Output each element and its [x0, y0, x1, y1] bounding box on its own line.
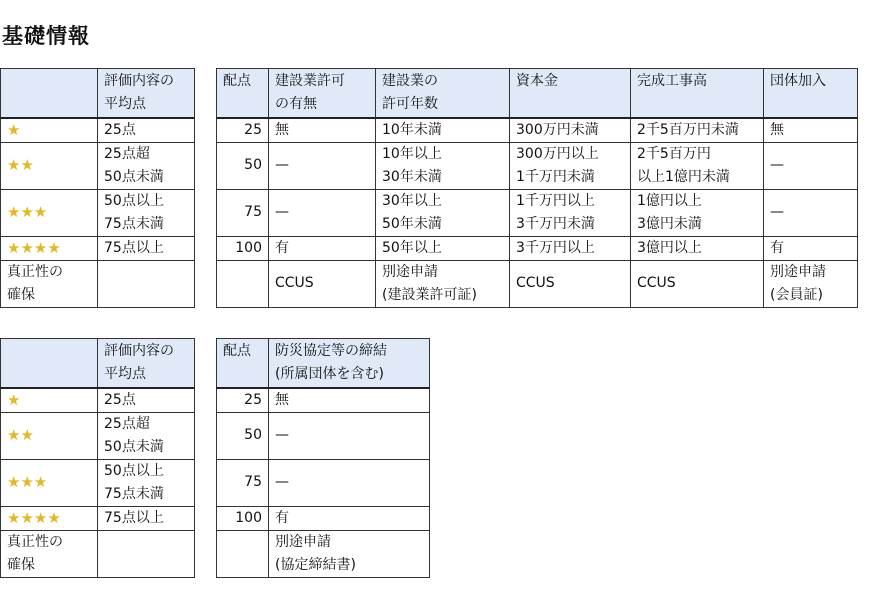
agreement-cell: 有 [269, 506, 430, 530]
bottom-criteria-table [216, 338, 430, 578]
table-row [217, 459, 430, 506]
completed-work-cell: 2千5百万円未満 [631, 118, 764, 143]
avg-score-cell: 25点 [98, 118, 195, 143]
header-license: 建設業許可 の有無 [269, 69, 376, 118]
capital-cell: 300万円未満 [510, 118, 631, 143]
header-avg-score: 評価内容の 平均点 [98, 339, 195, 388]
avg-score-cell: 25点 [98, 388, 195, 413]
header-association: 団体加入 [764, 69, 858, 118]
avg-score-cell: 25点超 50点未満 [98, 142, 195, 189]
capital-cell: 300万円以上 1千万円未満 [510, 142, 631, 189]
completed-work-cell: 1億円以上 3億円未満 [631, 189, 764, 236]
avg-score-cell: 50点以上 75点未満 [98, 189, 195, 236]
header-points: 配点 [217, 69, 269, 118]
license-proof-cell: CCUS [269, 260, 376, 307]
points-cell: 25 [217, 118, 269, 143]
star-rating-icon: ★★★★ [1, 236, 98, 260]
table-row [217, 388, 430, 413]
star-rating-icon: ★★★ [1, 459, 98, 506]
points-cell: 100 [217, 506, 269, 530]
agreement-proof-cell: 別途申請 (協定締結書) [269, 530, 430, 577]
license-years-proof-cell: 別途申請 (建設業許可証) [376, 260, 510, 307]
star-rating-icon: ★ [1, 118, 98, 143]
authenticity-value [98, 260, 195, 307]
license-years-cell: 30年以上 50年未満 [376, 189, 510, 236]
header-disaster-agreement: 防災協定等の締結 (所属団体を含む) [269, 339, 430, 388]
association-proof-cell: 別途申請 (会員証) [764, 260, 858, 307]
authenticity-label: 真正性の 確保 [1, 260, 98, 307]
points-cell: 50 [217, 142, 269, 189]
star-rating-icon: ★★★ [1, 189, 98, 236]
avg-score-cell: 25点超 50点未満 [98, 412, 195, 459]
points-cell: 50 [217, 412, 269, 459]
license-cell: 有 [269, 236, 376, 260]
agreement-cell: 無 [269, 388, 430, 413]
points-cell [217, 530, 269, 577]
table-row [217, 412, 430, 459]
avg-score-cell: 50点以上 75点未満 [98, 459, 195, 506]
association-cell: 無 [764, 118, 858, 143]
agreement-cell: — [269, 459, 430, 506]
star-rating-icon: ★★ [1, 142, 98, 189]
authenticity-label: 真正性の 確保 [1, 530, 98, 577]
authenticity-value [98, 530, 195, 577]
license-years-cell: 10年以上 30年未満 [376, 142, 510, 189]
license-years-cell: 50年以上 [376, 236, 510, 260]
points-cell: 75 [217, 459, 269, 506]
table-row [217, 142, 858, 189]
points-cell: 25 [217, 388, 269, 413]
points-cell: 75 [217, 189, 269, 236]
table-row [217, 506, 430, 530]
header-avg-score: 評価内容の 平均点 [98, 69, 195, 118]
capital-cell: 1千万円以上 3千万円未満 [510, 189, 631, 236]
completed-work-cell: 3億円以上 [631, 236, 764, 260]
page-title: 基礎情報 [2, 24, 90, 48]
table-row [217, 530, 430, 577]
avg-score-cell: 75点以上 [98, 506, 195, 530]
completed-work-proof-cell: CCUS [631, 260, 764, 307]
agreement-cell: — [269, 412, 430, 459]
top-criteria-table [216, 68, 858, 308]
association-cell: — [764, 189, 858, 236]
header-empty [1, 69, 98, 118]
association-cell: 有 [764, 236, 858, 260]
capital-cell: 3千万円以上 [510, 236, 631, 260]
table-row [217, 189, 858, 236]
capital-proof-cell: CCUS [510, 260, 631, 307]
points-cell: 100 [217, 236, 269, 260]
bottom-rating-table [0, 338, 195, 578]
points-cell [217, 260, 269, 307]
header-empty [1, 339, 98, 388]
association-cell: — [764, 142, 858, 189]
header-completed-work: 完成工事高 [631, 69, 764, 118]
top-rating-table [0, 68, 195, 308]
license-years-cell: 10年未満 [376, 118, 510, 143]
star-rating-icon: ★ [1, 388, 98, 413]
table-row [217, 118, 858, 143]
header-license-years: 建設業の 許可年数 [376, 69, 510, 118]
license-cell: 無 [269, 118, 376, 143]
license-cell: — [269, 142, 376, 189]
completed-work-cell: 2千5百万円 以上1億円未満 [631, 142, 764, 189]
star-rating-icon: ★★ [1, 412, 98, 459]
avg-score-cell: 75点以上 [98, 236, 195, 260]
table-row [217, 236, 858, 260]
table-row [217, 260, 858, 307]
header-points: 配点 [217, 339, 269, 388]
header-capital: 資本金 [510, 69, 631, 118]
license-cell: — [269, 189, 376, 236]
star-rating-icon: ★★★★ [1, 506, 98, 530]
